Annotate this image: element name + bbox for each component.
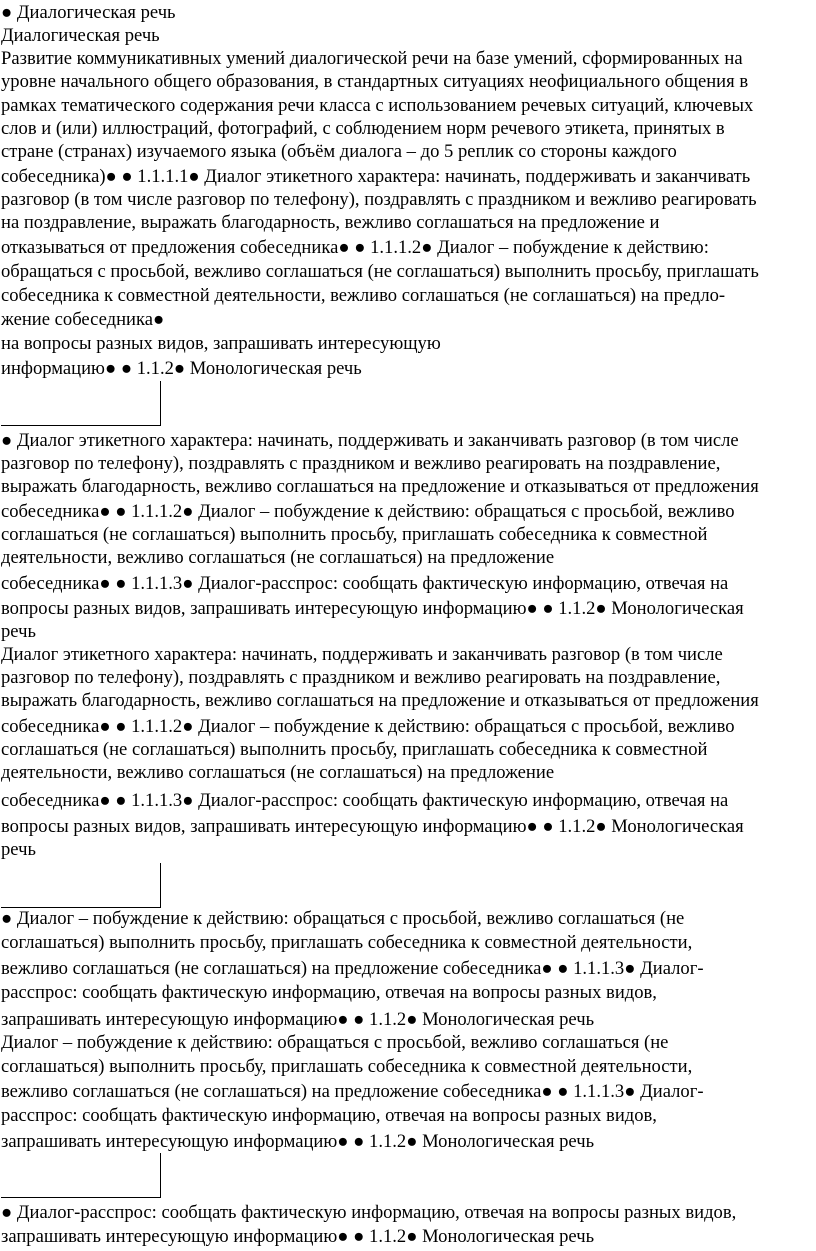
text-line: выражать благодарность, вежливо соглашаться на предложение и отказываться от предложения (1, 476, 759, 497)
text-line: ● Диалог этикетного характера: начинать, поддерживать и заканчивать разговор (в том числе (1, 430, 739, 451)
text-line: разговор по телефону), поздравлять с праздником и вежливо реагировать на поздравление, (1, 667, 721, 688)
text-line: собеседника)● ● 1.1.1.1● Диалог этикетного характера: начинать, поддерживать и заканчивать (1, 166, 751, 187)
text-line: Развитие коммуникативных умений диалогической речи на базе умений, сформированных на (1, 48, 743, 69)
text-line: Диалогическая речь (1, 25, 160, 46)
text-line: отказываться от предложения собеседника● ● 1.1.1.2● Диалог – побуждение к действию: (1, 237, 709, 258)
text-line: уровне начального общего образования, в стандартных ситуациях неофициального общения в (1, 71, 749, 92)
table-cell-divider (1, 1153, 161, 1198)
text-line: разговор по телефону), поздравлять с праздником и вежливо реагировать на поздравление, (1, 453, 721, 474)
text-line: слов и (или) иллюстраций, фотографий, с соблюдением норм речевого этикета, принятых в (1, 118, 725, 139)
text-line: деятельности, вежливо соглашаться (не соглашаться) на предложение (1, 762, 555, 783)
text-line: на вопросы разных видов, запрашивать интересующую (1, 333, 441, 354)
text-line: речь (1, 621, 36, 642)
text-line: вежливо соглашаться (не соглашаться) на предложение собеседника● ● 1.1.1.3● Диалог- (1, 1081, 704, 1102)
text-line: соглашаться (не соглашаться) выполнить просьбу, приглашать собеседника к совместной (1, 524, 708, 545)
text-line: разговор (в том числе разговор по телефону), поздравлять с праздником и вежливо реагировать (1, 189, 757, 210)
text-line: собеседника● ● 1.1.1.3● Диалог-расспрос: сообщать фактическую информацию, отвечая на (1, 573, 729, 594)
text-line: Диалог этикетного характера: начинать, поддерживать и заканчивать разговор (в том числе (1, 644, 723, 665)
text-line: вежливо соглашаться (не соглашаться) на предложение собеседника● ● 1.1.1.3● Диалог- (1, 958, 704, 979)
text-line: ● Диалог-расспрос: сообщать фактическую информацию, отвечая на вопросы разных видов, (1, 1202, 737, 1223)
text-line: ● Диалог – побуждение к действию: обращаться с просьбой, вежливо соглашаться (не (1, 908, 685, 929)
text-line: собеседника● ● 1.1.1.2● Диалог – побуждение к действию: обращаться с просьбой, вежливо (1, 716, 735, 737)
table-cell-divider (1, 863, 161, 908)
text-line: стране (странах) изучаемого языка (объём диалога – до 5 реплик со стороны каждого (1, 141, 677, 162)
text-line: Диалог – побуждение к действию: обращаться с просьбой, вежливо соглашаться (не (1, 1032, 669, 1053)
text-line: собеседника● ● 1.1.1.3● Диалог-расспрос: сообщать фактическую информацию, отвечая на (1, 790, 729, 811)
text-line: соглашаться) выполнить просьбу, приглашать собеседника к совместной деятельности, (1, 932, 693, 953)
text-line: собеседника к совместной деятельности, вежливо соглашаться (не соглашаться) на предло- (1, 285, 726, 306)
text-line: расспрос: сообщать фактическую информацию, отвечая на вопросы разных видов, (1, 982, 657, 1003)
table-cell-divider (1, 381, 161, 426)
text-line: жение собеседника● (1, 309, 165, 330)
text-line: речь (1, 839, 36, 860)
text-line: соглашаться (не соглашаться) выполнить просьбу, приглашать собеседника к совместной (1, 739, 708, 760)
text-line: информацию● ● 1.1.2● Монологическая речь (1, 358, 362, 379)
text-line: вопросы разных видов, запрашивать интересующую информацию● ● 1.1.2● Монологическая (1, 598, 744, 619)
text-line: запрашивать интересующую информацию● ● 1.1.2● Монологическая речь (1, 1226, 595, 1247)
text-line: собеседника● ● 1.1.1.2● Диалог – побуждение к действию: обращаться с просьбой, вежливо (1, 501, 735, 522)
text-line: ● Диалогическая речь (1, 2, 176, 23)
text-line: обращаться с просьбой, вежливо соглашаться (не соглашаться) выполнить просьбу, приглашать (1, 261, 759, 282)
text-line: на поздравление, выражать благодарность, вежливо соглашаться на предложение и (1, 212, 660, 233)
text-line: деятельности, вежливо соглашаться (не соглашаться) на предложение (1, 547, 555, 568)
text-line: запрашивать интересующую информацию● ● 1.1.2● Монологическая речь (1, 1131, 595, 1152)
text-line: запрашивать интересующую информацию● ● 1.1.2● Монологическая речь (1, 1009, 595, 1030)
text-line: вопросы разных видов, запрашивать интересующую информацию● ● 1.1.2● Монологическая (1, 816, 744, 837)
text-line: расспрос: сообщать фактическую информацию, отвечая на вопросы разных видов, (1, 1105, 657, 1126)
text-line: выражать благодарность, вежливо соглашаться на предложение и отказываться от предложения (1, 690, 759, 711)
text-line: рамках тематического содержания речи класса с использованием речевых ситуаций, ключевых (1, 95, 754, 116)
text-line: соглашаться) выполнить просьбу, приглашать собеседника к совместной деятельности, (1, 1056, 693, 1077)
